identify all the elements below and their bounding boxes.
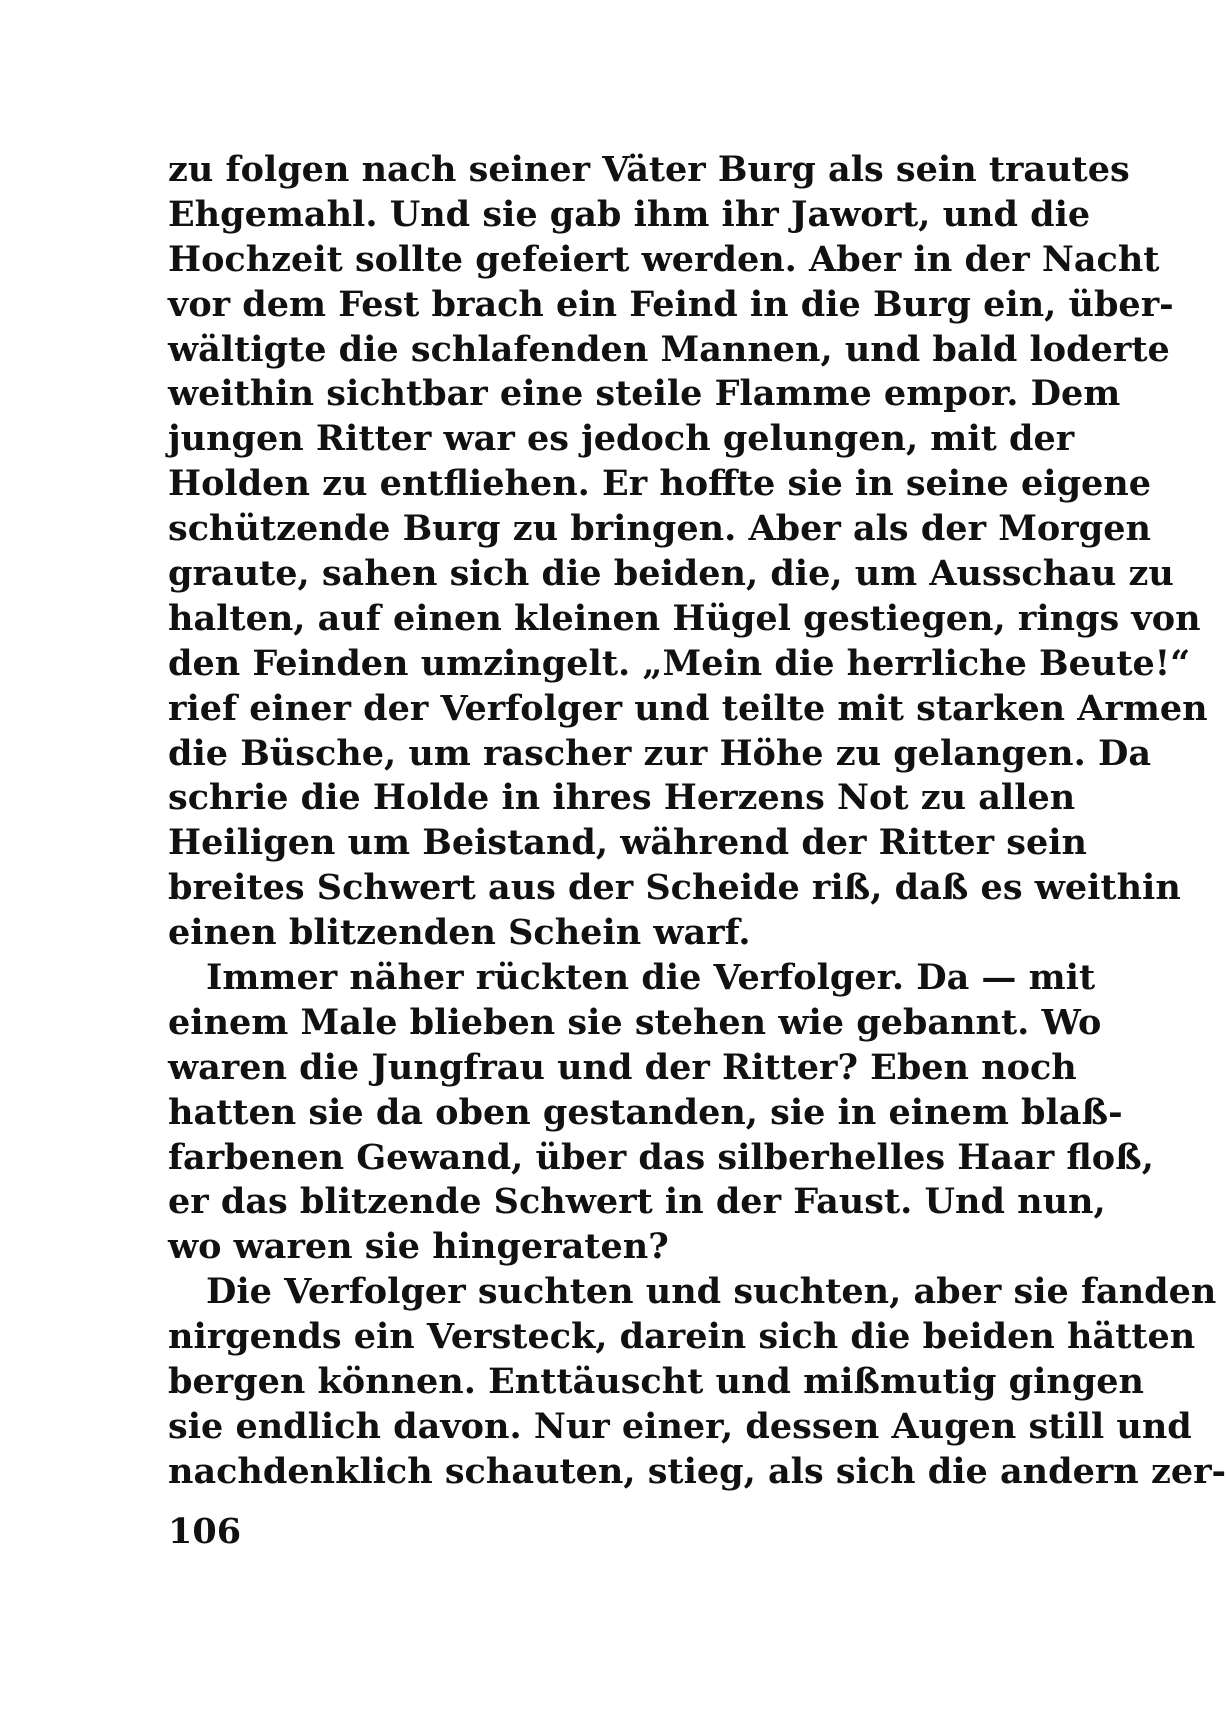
text-line: Immer näher rückten die Verfolger. Da — mit (206, 957, 1096, 999)
text-line: er das blitzende Schwert in der Faust. Und nun, (168, 1181, 1106, 1223)
body-text (168, 148, 1226, 1495)
text-line: einen blitzenden Schein warf. (168, 912, 751, 954)
text-line: die Büsche, um rascher zur Höhe zu gelangen. Da (168, 732, 1152, 774)
text-line: einem Male blieben sie stehen wie gebannt. Wo (168, 1001, 1102, 1043)
text-line: halten, auf einen kleinen Hügel gestiegen, rings von (168, 597, 1201, 639)
text-line: Heiligen um Beistand, während der Ritter sein (168, 822, 1088, 864)
text-line: farbenen Gewand, über das silberhelles Haar floß, (168, 1136, 1154, 1178)
text-line: breites Schwert aus der Scheide riß, daß es weithin (168, 867, 1181, 909)
text-line: wo waren sie hingeraten? (168, 1226, 669, 1268)
text-line: den Feinden umzingelt. „Mein die herrliche Beute!“ (168, 642, 1191, 684)
text-line: Hochzeit sollte gefeiert werden. Aber in der Nacht (168, 238, 1160, 280)
text-line: wältigte die schlafenden Mannen, und bald loderte (168, 328, 1170, 370)
text-line: weithin sichtbar eine steile Flamme empor. Dem (168, 373, 1121, 415)
text-line: graute, sahen sich die beiden, die, um Ausschau zu (168, 553, 1174, 595)
text-line: vor dem Fest brach ein Feind in die Burg ein, über- (168, 283, 1174, 325)
text-line: nirgends ein Versteck, darein sich die beiden hätten (168, 1316, 1196, 1358)
text-line: waren die Jungfrau und der Ritter? Eben noch (168, 1046, 1077, 1088)
text-line: zu folgen nach seiner Väter Burg als sein trautes (168, 149, 1130, 190)
page-number: 106 (168, 1511, 242, 1552)
text-line: Holden zu entfliehen. Er hoffte sie in seine eigene (168, 463, 1152, 505)
text-line: sie endlich davon. Nur einer, dessen Augen still und (168, 1405, 1192, 1447)
text-line: hatten sie da oben gestanden, sie in einem blaß- (168, 1091, 1123, 1133)
text-line: rief einer der Verfolger und teilte mit starken Armen (168, 687, 1208, 729)
text-line: jungen Ritter war es jedoch gelungen, mit der (168, 418, 1075, 460)
text-line: schrie die Holde in ihres Herzens Not zu allen (168, 777, 1076, 819)
text-line: bergen können. Enttäuscht und mißmutig gingen (168, 1361, 1145, 1403)
text-line: Die Verfolger suchten und suchten, aber sie fanden (206, 1271, 1217, 1313)
text-line: schützende Burg zu bringen. Aber als der Morgen (168, 508, 1151, 550)
text-line: Ehgemahl. Und sie gab ihm ihr Jawort, und die (168, 193, 1091, 235)
text-line: nachdenklich schauten, stieg, als sich die andern zer- (168, 1450, 1226, 1492)
